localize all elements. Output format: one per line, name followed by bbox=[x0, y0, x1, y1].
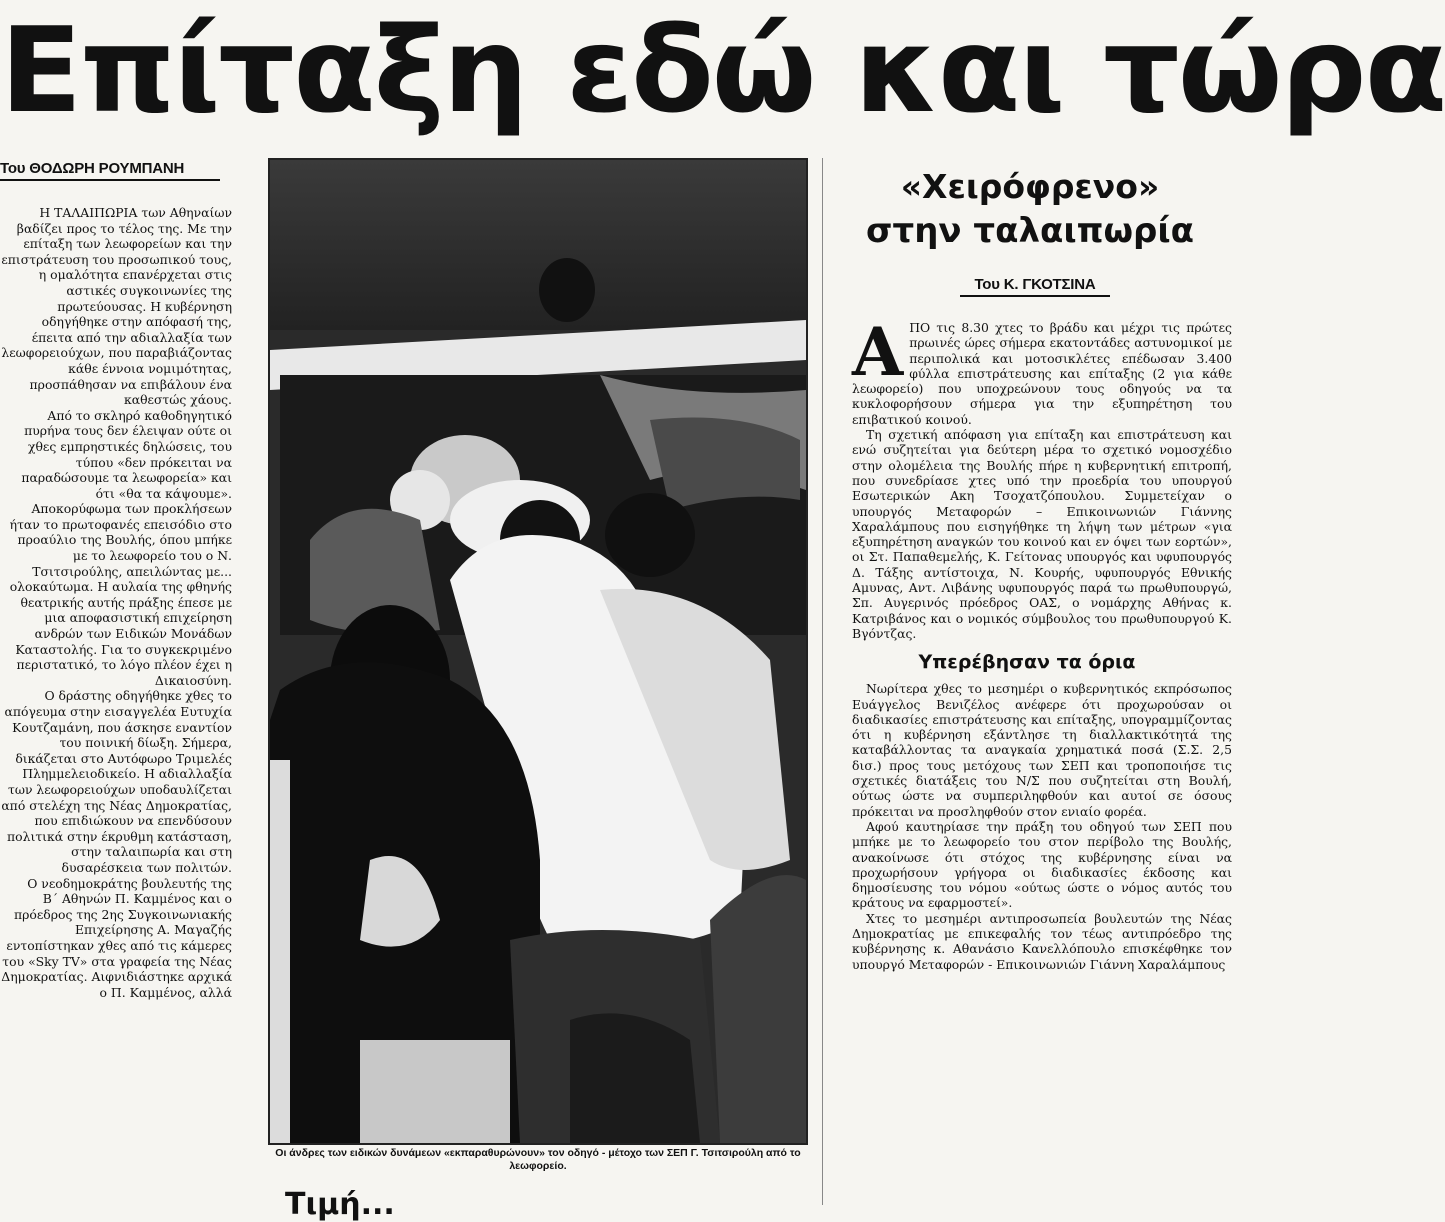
main-headline: Επίταξη εδώ και τώρα bbox=[0, 1, 1445, 139]
bottom-headline: Τιμή... bbox=[285, 1187, 395, 1222]
right-paragraph-5: Χτες το μεσημέρι αντιπροσωπεία βουλευτών της Νέας Δημοκρατίας με επικεφαλής τον τέως αντιπρόεδρο της κυβέρνησης κ. Αθανάσιο Κανελλόπουλο επισκέφθηκε τον υπουργό Μεταφορών - Επικοινωνιών Γιάννη Χαραλάμπους bbox=[852, 910, 1232, 972]
right-article-title bbox=[840, 165, 1220, 253]
right-intro-text: ΠΟ τις 8.30 χτες το βράδυ και μέχρι τις πρώτες πρωινές ώρες σήμερα εκατοντάδες αστυνομικοί με περιπολικά και μοτοσικλέτες επέδωσαν 3.400 φύλλα επιστράτευσης και επίταξης (2 για κάθε λεωφορείο) που υποχρεώνουν τους οδηγούς να τα κυκλοφορήσουν σήμερα για την εξυπηρέτηση του επιβατικού κοινού. bbox=[852, 320, 1232, 427]
news-photo-illustration bbox=[270, 160, 806, 1143]
drop-cap: Α bbox=[852, 313, 904, 391]
left-paragraph-2: Από το σκληρό καθοδηγητικό πυρήνα τους δεν έλειψαν ούτε οι χθες εμπρηστικές δηλώσεις, του τύπου «δεν πρόκειται να παραδώσουμε τα λεωφορεία» και ότι «θα τα κάψουμε». bbox=[21, 407, 232, 501]
left-article-column bbox=[0, 205, 232, 1205]
left-paragraph-1: Η ΤΑΛΑΙΠΩΡΙΑ των Αθηναίων βαδίζει προς το τέλος της. Με την επίταξη των λεωφορείων και την επιστράτευση του προσωπικού τους, η ομαλότητα επανέρχεται στις αστικές συγκοινωνίες της πρωτεύουσας. Η κυβέρνηση οδηγήθηκε στην απόφασή της, έπειτα από την αδιαλλαξία των λεωφορειούχων, που παραβιάζοντας κάθε έννοια νομιμότητας, προσπάθησαν να επιβάλουν ένα καθεστώς χάους. bbox=[1, 205, 232, 408]
right-paragraph-2: Τη σχετική απόφαση για επίταξη και επιστράτευση και ενώ συζητείται για δεύτερη μέρα το σχετικό νομοσχέδιο στην ολομέλεια της Βουλής πήρε η κυβερνητική επιτροπή, που συνεδρίασε χτες υπό την προεδρία του υπουργού Εσωτερικών Ακη Τσοχατζόπουλου. Συμμετείχαν ο υπουργός Μεταφορών – Επικοινωνιών Γιάννης Χαραλάμπους που εισηγήθηκε τη λήψη των μέτρων «για εξυπηρέτηση αναγκών του κοινού και εν όψει των εορτών», οι Στ. Παπαθεμελής, Κ. Γείτονας υπουργός και υφυπουργός Δ. Τάξης αντίστοιχα, Ν. Κουρής, υφυπουργός Εθνικής Αμυνας, Αντ. Λιβάνης υφυπουργός παρά τω πρωθυπουργώ, Σπ. Αυγερινός πρόεδρος ΟΑΣ, ο νομάρχης Αθήνας κ. Κατριβάνος και ο νομικός σύμβουλος του πρωθυπουργού Κ. Βγόντζας. bbox=[852, 427, 1232, 641]
right-title-line-2: στην ταλαιπωρία bbox=[866, 211, 1194, 251]
left-paragraph-5: Ο νεοδημοκράτης βουλευτής της Β΄ Αθηνών Π. Καμμένος και ο πρόεδρος της 2ης Συγκοινωνιακής Επιχείρησης Α. Μαγαζής εντοπίστηκαν χθες από τις κάμερες του «Sky TV» στα γραφεία της Νέας Δημοκρατίας. Αιφνιδιάστηκε αρχικά ο Π. Καμμένος, αλλά bbox=[1, 875, 232, 1000]
right-byline: Του Κ. ΓΚΟΤΣΙΝΑ bbox=[960, 276, 1110, 297]
right-intro-paragraph bbox=[852, 313, 1232, 427]
right-article-column bbox=[852, 313, 1232, 1205]
right-title-line-1: «Χειρόφρενο» bbox=[900, 167, 1160, 206]
news-photo bbox=[268, 158, 808, 1145]
left-paragraph-3: Αποκορύφωμα των προκλήσεων ήταν το πρωτοφανές επεισόδιο στο προαύλιο της Βουλής, όπου μπήκε με το λεωφορείο του ο Ν. Τσιτσιρούλης, απειλώντας με... ολοκαύτωμα. Η αυλαία της φθηνής θεατρικής αυτής πράξης έπεσε με μια αποφασιστική επιχείρηση ανδρών των Ειδικών Μονάδων Καταστολής. Για το συγκεκριμένο περιστατικό, το λόγο πλέον έχει η Δικαιοσύνη. bbox=[9, 501, 232, 688]
left-paragraph-4: Ο δράστης οδηγήθηκε χθες το απόγευμα στην εισαγγελέα Ευτυχία Κουτζαμάνη, που άσκησε εναντίον του ποινική δίωξη. Σήμερα, δικάζεται στο Αυτόφωρο Τριμελές Πλημμελειοδικείο. Η αδιαλλαξία των λεωφορειούχων υποδαυλίζεται από στελέχη της Νέας Δημοκρατίας, που επιδιώκουν να επενδύσουν πολιτικά στην έκρυθμη κατάσταση, στην ταλαιπωρία και στη δυσαρέσκεια των πολιτών. bbox=[1, 688, 232, 875]
right-paragraph-3: Νωρίτερα χθες το μεσημέρι ο κυβερνητικός εκπρόσωπος Ευάγγελος Βενιζέλος ανέφερε ότι προχωρούσαν οι διαδικασίες επιστράτευσης και επίταξης, υπογραμμίζοντας ότι η κυβέρνηση εξάντλησε τη διαλλακτικότητά της καταβάλλοντας τα αναγκαία χρηματικά ποσά (Σ.Σ. 2,5 δισ.) προς τους μετόχους των ΣΕΠ και τροποποιήσε τις σχετικές διατάξεις του Ν/Σ που συζητείται στη Βουλή, ούτως ώστε να συμπεριληφθούν και αυτοί σε όσους πρόκειται να προσληφθούν στον ενιαίο φορέα. bbox=[852, 681, 1232, 819]
left-byline: Του ΘΟΔΩΡΗ ΡΟΥΜΠΑΝΗ bbox=[0, 160, 220, 181]
column-divider bbox=[822, 158, 823, 1205]
section-heading: Υπερέβησαν τα όρια bbox=[918, 651, 1136, 674]
right-paragraph-4: Αφού καυτηρίασε την πράξη του οδηγού των ΣΕΠ που μπήκε με το λεωφορείο του στον περίβολο της Βουλής, ανακοίνωσε ότι στόχος της κυβέρνησης είναι να προχωρήσουν γρήγορα οι διαδικασίες έκδοσης και δημοσίευσης του νόμου «ούτως ώστε ο νόμος αυτός του κράτους να εφαρμοστεί». bbox=[852, 818, 1232, 911]
photo-caption: Οι άνδρες των ειδικών δυνάμεων «εκπαραθυρώνουν» τον οδηγό - μέτοχο των ΣΕΠ Γ. Τσιτσιρούλη από το λεωφορείο. bbox=[275, 1147, 801, 1172]
